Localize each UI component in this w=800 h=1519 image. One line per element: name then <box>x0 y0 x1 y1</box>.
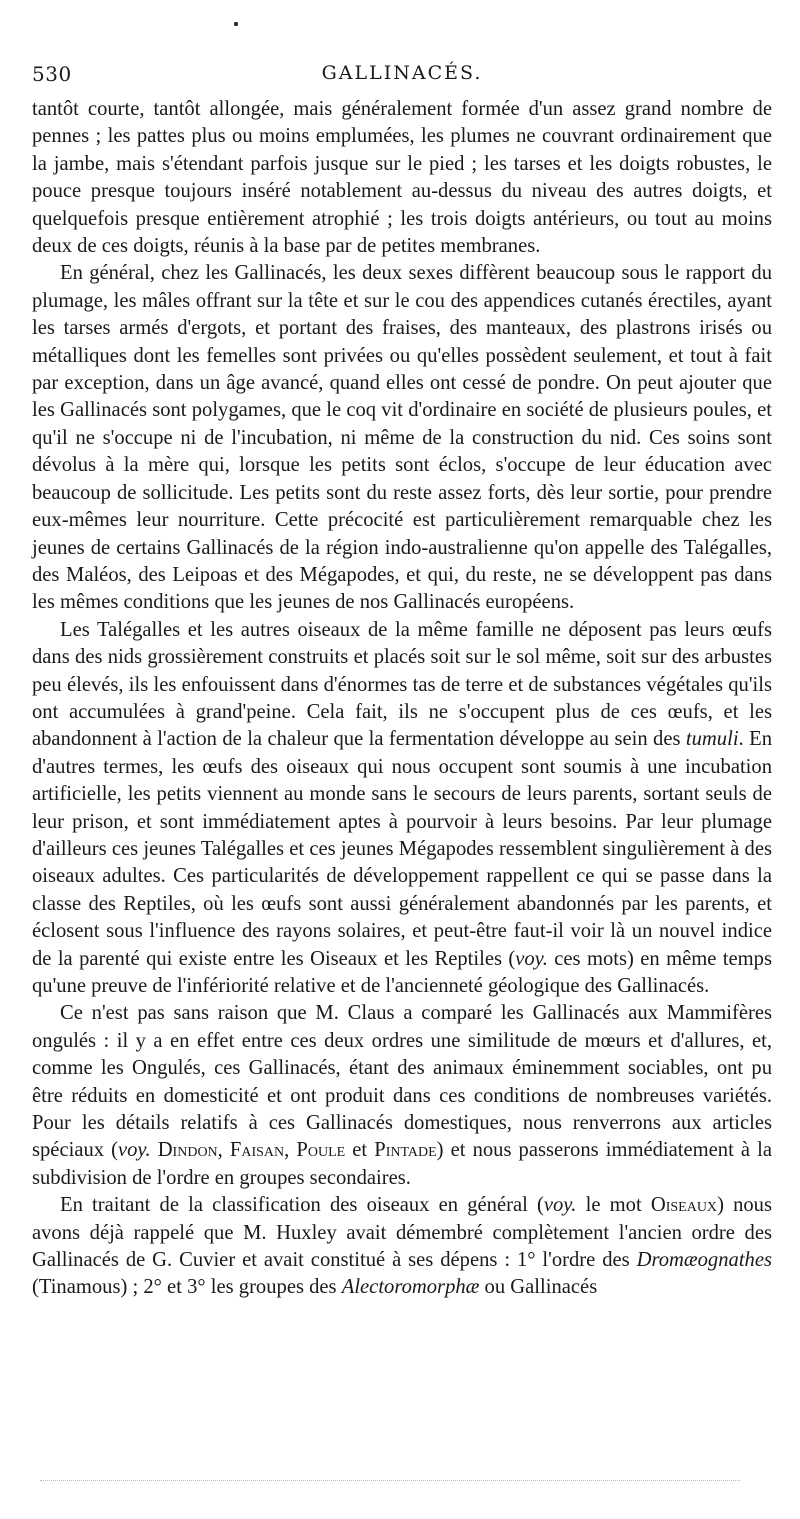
text-run: , <box>284 1139 297 1162</box>
text-run: En général, chez les Gallinacés, les deux sexes diffèrent beaucoup sous le rapport du plumage, les mâles offrant sur la tête et sur le cou des appendices cutanés érectiles, ayant les tarses armés d'ergots, et portant des fraises, des manteaux, des plastrons irisés ou métalliques dont les femelles sont privées ou qu'elles possèdent seulement, et tout à fait par exception, dans un âge avancé, quand elles ont cessé de pondre. On peut ajouter que les Gallinacés sont polygames, que le coq vit d'ordinaire en société de plusieurs poules, et qu'il ne s'occupe ni de l'incubation, ni même de la construction du nid. Ces soins sont dévolus à la mère qui, lorsque les petits sont éclos, s'occupe de leur éducation avec beaucoup de sollicitude. Les petits sont du reste assez forts, dès leur sortie, pour prendre eux-mêmes leur nourriture. Cette précocité est particulièrement remarquable chez les jeunes de certains Gallinacés de la région indo-australienne qu'on appelle des Talégalles, des Maléos, des Leipoas et des Mégapodes, et qui, du reste, ne se développent pas dans les mêmes conditions que les jeunes de nos Gallinacés européens. <box>32 262 772 614</box>
text-run: . En d'autres termes, les œufs des oiseaux qui nous occupent sont soumis à une incubation artificielle, les petits viennent au monde sans le secours de leurs parents, sortant seuls de leur prison, et sont immédiatement aptes à pourvoir à leurs besoins. Par leur plumage d'ailleurs ces jeunes Talégalles et ces jeunes Mégapodes ressemblent singulièrement à des oiseaux adultes. Ces particularités de développement rappellent ce qui se passe dans la classe des Reptiles, où les œufs sont aussi généralement abandonnés par les parents, et éclosent sous l'influence des rayons solaires, et peut-être faut-il voir là un nouvel indice de la parenté qui existe entre les Oiseaux et les Reptiles ( <box>32 728 772 970</box>
body-text <box>32 96 772 1302</box>
italic-text: voy. <box>515 947 548 970</box>
text-run: , <box>217 1139 230 1162</box>
text-run: Ce n'est pas sans raison que M. Claus a comparé les Gallinacés aux Mammifères ongulés : il y a en effet entre ces deux ordres une similitude de mœurs et d'allures, et, comme les Ongulés, ces Gallinacés, étant des animaux éminemment sociables, ont pu être réduits en domesticité et ont produit dans ces conditions de nombreuses variétés. Pour les détails relatifs à ces Gallinacés domestiques, nous renverrons aux articles spéciaux ( <box>32 1002 772 1162</box>
small-caps-text: Poule <box>296 1139 346 1162</box>
small-caps-text: Faisan <box>229 1139 285 1162</box>
text-run: ces mots) en même temps qu'une preuve de l'infériorité relative et de l'ancienneté géologique des Gallinacés. <box>32 947 772 997</box>
text-run: et <box>345 1139 375 1162</box>
small-caps-text: Oiseaux <box>650 1194 718 1217</box>
paragraph <box>32 96 772 260</box>
paragraph <box>32 617 772 1001</box>
page-header <box>32 62 772 92</box>
small-caps-text: Pintade <box>374 1139 437 1162</box>
text-run: ) et nous passerons immédiatement à la subdivision de l'ordre en groupes secondaires. <box>32 1139 773 1189</box>
italic-text: voy. <box>543 1194 577 1217</box>
text-run: (Tinamous) ; 2° et 3° les groupes des <box>32 1276 342 1299</box>
text-run: le mot <box>576 1194 651 1217</box>
ink-speck <box>234 22 238 26</box>
italic-text: Dromæognathes <box>636 1249 772 1272</box>
text-run: tantôt courte, tantôt allongée, mais généralement formée d'un assez grand nombre de pennes ; les pattes plus ou moins emplumées, les plumes ne couvrant ordinairement que la jambe, mais s'étendant parfois jusque sur le pied ; les tarses et les doigts robustes, le pouce presque toujours inséré notablement au-dessus du niveau des autres doigts, et quelquefois presque entièrement atrophié ; les trois doigts antérieurs, ou tout au moins deux de ces doigts, réunis à la base par de petites membranes. <box>32 98 772 258</box>
small-caps-text: Dindon <box>157 1139 218 1162</box>
bottom-rule <box>40 1480 740 1481</box>
text-run <box>151 1139 158 1161</box>
text-run: En traitant de la classification des oiseaux en général ( <box>60 1194 544 1217</box>
paragraph <box>32 1000 772 1192</box>
paragraph <box>32 260 772 616</box>
italic-text: voy. <box>118 1139 151 1162</box>
text-run: Les Talégalles et les autres oiseaux de la même famille ne déposent pas leurs œufs dans des nids grossièrement construits et placés soit sur le sol même, soit sur des arbustes peu élevés, ils les enfouissent dans d'énormes tas de terre et de substances végétales qu'ils ont accumulées à grand'peine. Cela fait, ils ne s'occupent plus de ces œufs, et les abandonnent à l'action de la chaleur que la fermentation développe au sein des <box>32 618 772 751</box>
paragraph <box>32 1192 772 1302</box>
text-run: ) nous avons déjà rappelé que M. Huxley avait démembré complètement l'ancien ordre des Gallinacés de G. Cuvier et avait constitué à ses dépens : 1° l'ordre des <box>32 1194 772 1272</box>
page-number: 530 <box>32 62 72 86</box>
text-run: ou Gallinacés <box>479 1276 598 1299</box>
italic-text: tumuli <box>685 728 739 751</box>
italic-text: Alectoromorphæ <box>341 1276 480 1299</box>
running-head: GALLINACÉS. <box>321 62 483 84</box>
